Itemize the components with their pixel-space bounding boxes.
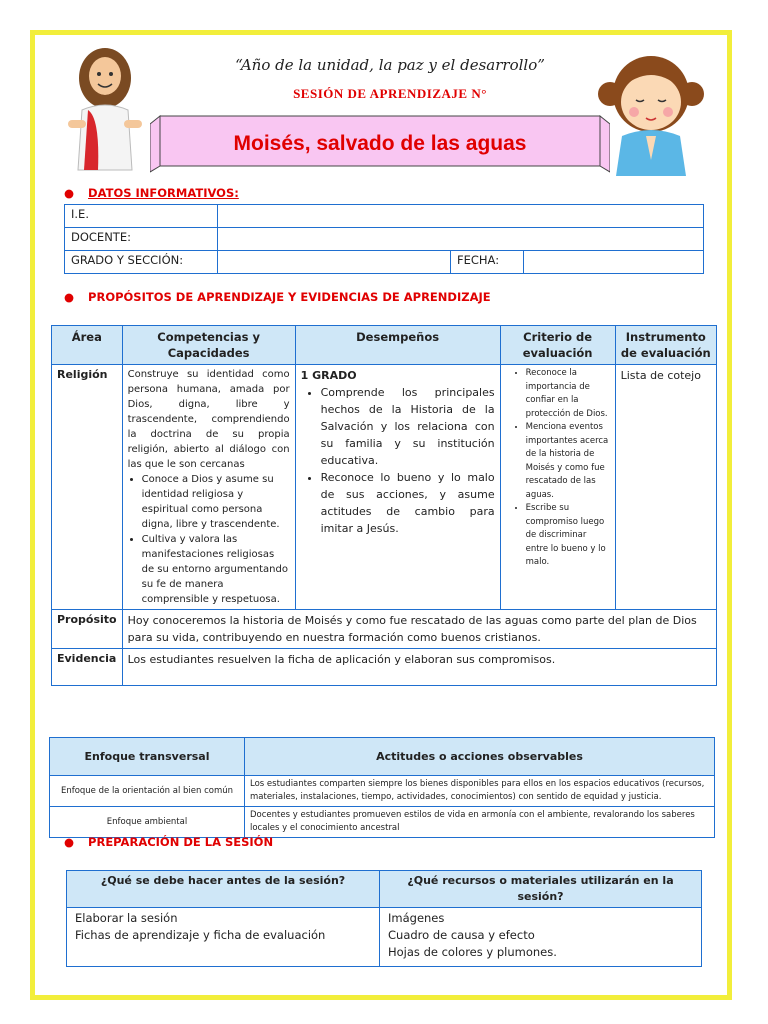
- preparacion-section-heading: ● PREPARACIÓN DE LA SESIÓN: [64, 835, 274, 849]
- propositos-table: [51, 325, 717, 686]
- fecha-label: FECHA:: [451, 251, 524, 274]
- list-item: • Reconoce la importancia de confiar en la protección de Dios.: [526, 367, 610, 421]
- propositos-section-heading: ● PROPÓSITOS DE APRENDIZAJE Y EVIDENCIAS DE APRENDIZAJE: [64, 290, 491, 304]
- competencias-cell: [122, 365, 295, 610]
- header-enfoque: Enfoque transversal: [50, 738, 245, 776]
- list-item: Elaborar la sesión: [75, 911, 178, 925]
- bullet-icon: ●: [64, 835, 75, 849]
- list-item: Cuadro de causa y efecto: [388, 928, 535, 942]
- header-actitudes: Actitudes o acciones observables: [245, 738, 715, 776]
- docente-label: DOCENTE:: [65, 228, 218, 251]
- list-item: • Reconoce lo bueno y lo malo de sus acciones, y asume actitudes de cambio para imitar a Jesús.: [321, 469, 495, 537]
- list-item: • Conoce a Dios y asume su identidad religiosa y espiritual como persona digna, libre y trascendente.: [142, 472, 290, 532]
- list-item: • Escribe su compromiso luego de discriminar entre lo bueno y lo malo.: [526, 502, 610, 570]
- proposito-text: Hoy conoceremos la historia de Moisés y como fue rescatado de las aguas como parte del plan de Dios para su vida, contribuyendo en nuestra formación como buenos cristianos.: [122, 610, 716, 649]
- fecha-field[interactable]: [524, 251, 704, 274]
- bullet-icon: ●: [64, 186, 75, 200]
- grade-label: 1 GRADO: [300, 369, 357, 382]
- enfoque-name: Enfoque ambiental: [50, 807, 245, 838]
- bullet-icon: ●: [64, 290, 75, 304]
- competencia-intro: Construye su identidad como persona humana, amada por Dios, digna, libre y trascendente, comprendiendo la doctrina de su propia religión, abierto al diálogo con las que le son cercanas: [127, 369, 290, 470]
- docente-field[interactable]: [218, 228, 704, 251]
- header-antes: ¿Qué se debe hacer antes de la sesión?: [67, 871, 380, 908]
- desempenos-list: [301, 384, 495, 537]
- header-area: Área: [52, 326, 123, 365]
- page-title: Moisés, salvado de las aguas: [233, 132, 527, 155]
- grado-field[interactable]: [218, 251, 451, 274]
- criterio-cell: [500, 365, 615, 610]
- list-item: Fichas de aprendizaje y ficha de evaluación: [75, 928, 326, 942]
- criterios-list: [506, 367, 610, 570]
- enfoque-actitud: Docentes y estudiantes promueven estilos de vida en armonía con el ambiente, revalorando los saberes locales y el conocimiento ancestral: [245, 807, 715, 838]
- evidencia-text: Los estudiantes resuelven la ficha de aplicación y elaboran sus compromisos.: [122, 649, 716, 686]
- header-desempenos: Desempeños: [295, 326, 500, 365]
- instrumento-cell: Lista de cotejo: [615, 365, 716, 610]
- header-instrumento: Instrumento de evaluación: [615, 326, 716, 365]
- desempenos-cell: [295, 365, 500, 610]
- list-item: Imágenes: [388, 911, 445, 925]
- enfoque-name: Enfoque de la orientación al bien común: [50, 776, 245, 807]
- motto-text: “Año de la unidad, la paz y el desarrollo”: [235, 56, 545, 74]
- proposito-label: Propósito: [52, 610, 123, 649]
- ie-label: I.E.: [65, 205, 218, 228]
- list-item: • Cultiva y valora las manifestaciones religiosas de su entorno argumentando su fe de manera comprensible y respetuosa.: [142, 532, 290, 607]
- header-recursos: ¿Qué recursos o materiales utilizarán en la sesión?: [380, 871, 702, 908]
- datos-section-heading: ● DATOS INFORMATIVOS:: [64, 186, 239, 200]
- header-criterio: Criterio de evaluación: [500, 326, 615, 365]
- grado-label: GRADO Y SECCIÓN:: [65, 251, 218, 274]
- preparacion-table: [66, 870, 702, 967]
- list-item: • Menciona eventos importantes acerca de la historia de Moisés y como fue rescatado de las aguas.: [526, 421, 610, 502]
- capacidades-list: [128, 472, 290, 607]
- list-item: Hojas de colores y plumones.: [388, 945, 557, 959]
- evidencia-label: Evidencia: [52, 649, 123, 686]
- header-competencias: Competencias y Capacidades: [122, 326, 295, 365]
- session-label: SESIÓN DE APRENDIZAJE N°: [293, 86, 487, 101]
- datos-table: [64, 204, 704, 274]
- area-cell: Religión: [52, 365, 123, 610]
- recursos-cell: [380, 908, 702, 967]
- jesus-illustration: [60, 38, 150, 176]
- list-item: • Comprende los principales hechos de la Historia de la Salvación y los relaciona con su familia y su institución educativa.: [321, 384, 495, 469]
- antes-cell: [67, 908, 380, 967]
- enfoque-actitud: Los estudiantes comparten siempre los bienes disponibles para ellos en los espacios educativos (recursos, materiales, instalaciones, tiempo, actividades, conocimientos) con sentido de equidad y justicia.: [245, 776, 715, 807]
- ie-field[interactable]: [218, 205, 704, 228]
- enfoque-table: [49, 737, 715, 838]
